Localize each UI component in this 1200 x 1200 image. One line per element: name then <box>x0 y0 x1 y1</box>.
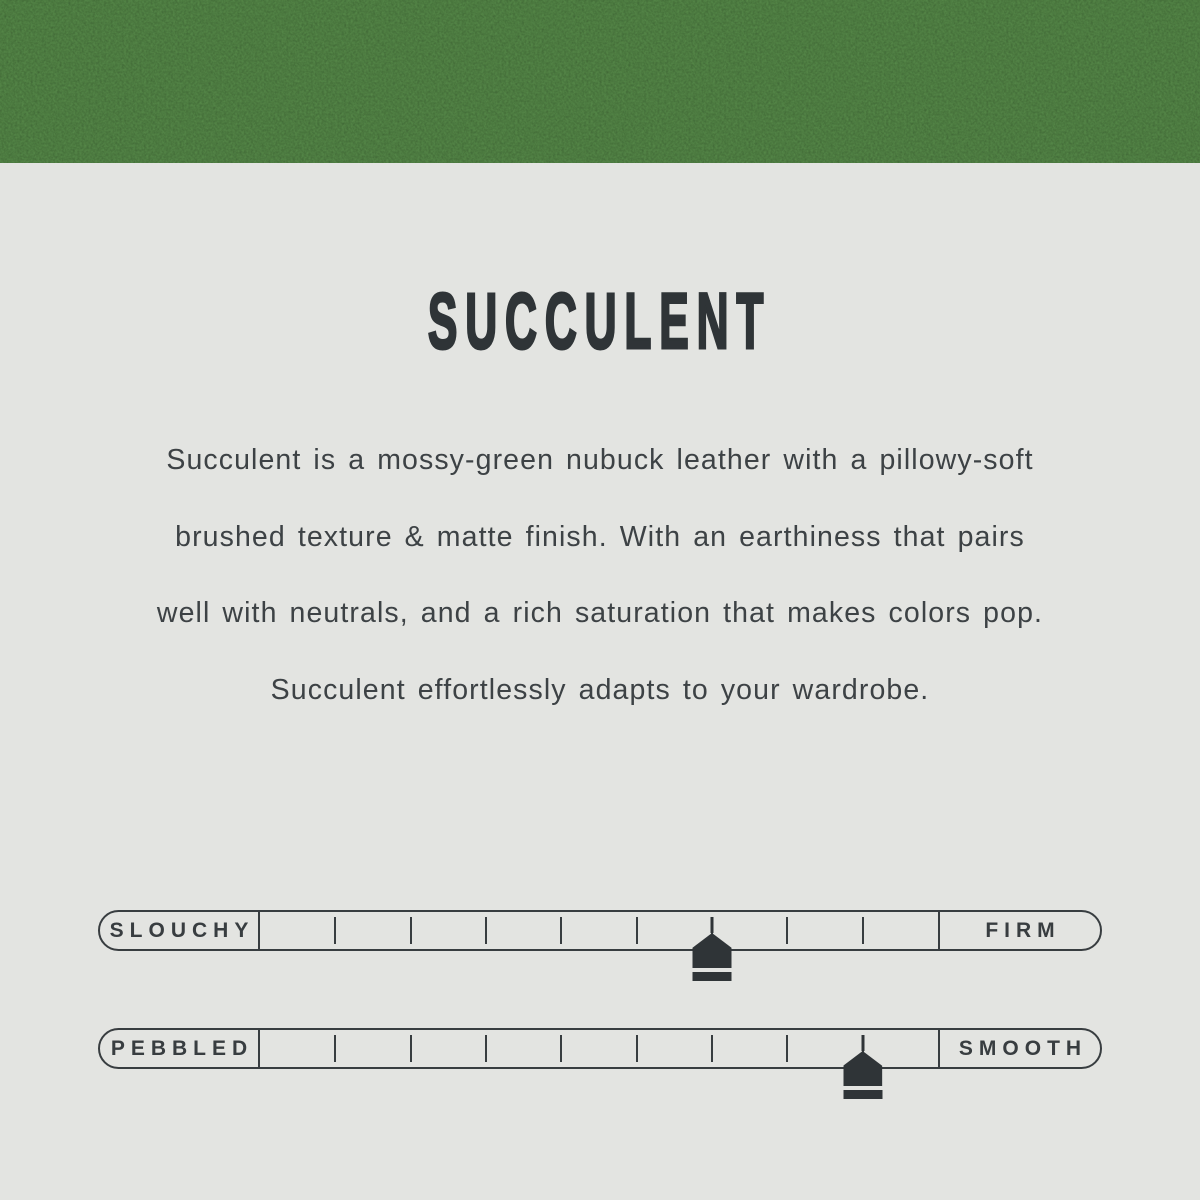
scale-pebbled-smooth <box>98 1028 1102 1069</box>
scale-left-label: SLOUCHY <box>100 912 260 949</box>
marker-pointer-icon <box>843 1051 882 1086</box>
leather-description <box>0 422 1200 728</box>
scale-slouchy-firm <box>98 910 1102 951</box>
scale-tick <box>636 917 638 944</box>
scale-tick <box>334 917 336 944</box>
scale-tick <box>560 917 562 944</box>
scale-tick <box>711 1035 713 1062</box>
description-line: Succulent effortlessly adapts to your wardrobe. <box>270 673 930 706</box>
scale-left-label: PEBBLED <box>100 1030 260 1067</box>
page-title: SUCCULENT <box>428 276 772 365</box>
scale-track <box>260 912 938 949</box>
description-line: well with neutrals, and a rich saturation that makes colors pop. <box>156 597 1044 629</box>
scale-tick <box>485 917 487 944</box>
leather-texture-svg <box>0 0 1200 163</box>
description-line: brushed texture & matte finish. With an earthiness that pairs <box>175 520 1025 553</box>
scale-right-label: FIRM <box>938 912 1100 949</box>
scale-right-label: SMOOTH <box>938 1030 1100 1067</box>
scale-tick <box>862 917 864 944</box>
scale-tick <box>410 917 412 944</box>
marker-base-icon <box>843 1090 882 1099</box>
scale-track <box>260 1030 938 1067</box>
scale-tick <box>334 1035 336 1062</box>
scale-marker <box>843 1035 882 1099</box>
scale-tick <box>410 1035 412 1062</box>
scale-tick <box>560 1035 562 1062</box>
marker-stem-icon <box>711 917 714 933</box>
page-title-wrap <box>0 276 1200 366</box>
marker-pointer-icon <box>693 933 732 968</box>
scale-tick <box>786 917 788 944</box>
marker-stem-icon <box>861 1035 864 1051</box>
description-line: Succulent is a mossy-green nubuck leather with a pillowy-soft <box>166 444 1034 476</box>
marker-base-icon <box>693 972 732 981</box>
scale-marker <box>693 917 732 981</box>
scale-tick <box>485 1035 487 1062</box>
scale-tick <box>636 1035 638 1062</box>
scale-tick <box>786 1035 788 1062</box>
leather-swatch-image <box>0 0 1200 163</box>
